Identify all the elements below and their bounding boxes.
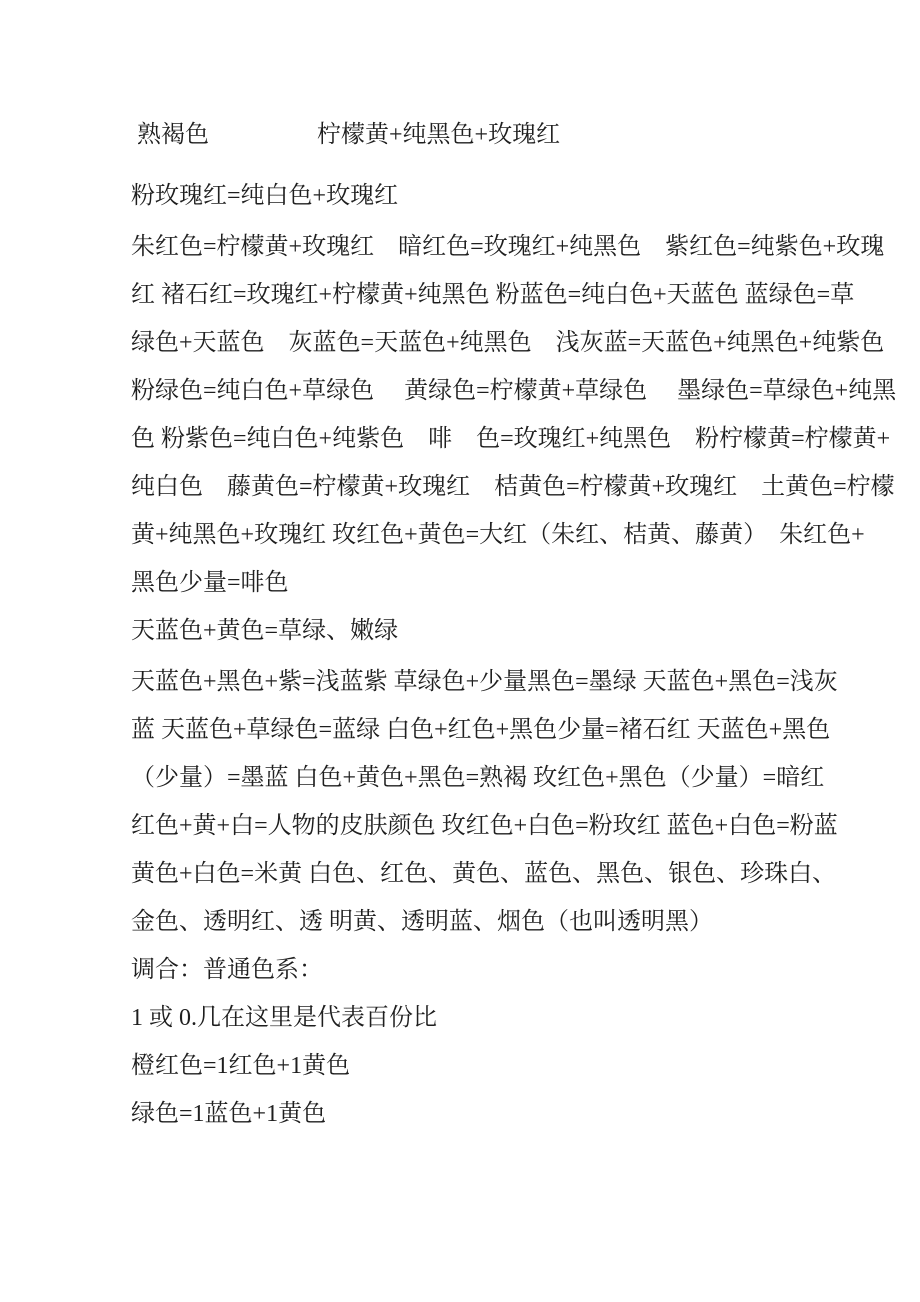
text-line: 橙红色=1红色+1黄色	[131, 1053, 351, 1079]
text-line: 纯白色 藤黄色=柠檬黄+玫瑰红 桔黄色=柠檬黄+玫瑰红 土黄色=柠檬	[131, 474, 895, 500]
paragraph-percent-note	[131, 994, 830, 1042]
text-line: 黄色+白色=米黄 白色、红色、黄色、蓝色、黑色、银色、珍珠白、	[131, 861, 837, 887]
document-content	[131, 111, 897, 1138]
text-line: 熟褐色 柠檬黄+纯黑色+玫瑰红	[131, 122, 561, 148]
text-line: （少量）=墨蓝 白色+黄色+黑色=熟褐 玫红色+黑色（少量）=暗红	[131, 765, 825, 791]
text-line: 粉玫瑰红=纯白色+玫瑰红	[131, 183, 399, 209]
text-line: 天蓝色+黄色=草绿、嫩绿	[131, 618, 399, 644]
text-line: 黄+纯黑色+玫瑰红 玫红色+黄色=大红（朱红、桔黄、藤黄） 朱红色+	[131, 522, 865, 548]
text-line: 色 粉紫色=纯白色+纯紫色 啡 色=玫瑰红+纯黑色 粉柠檬黄=柠檬黄+	[131, 426, 891, 452]
text-line: 绿色+天蓝色 灰蓝色=天蓝色+纯黑色 浅灰蓝=天蓝色+纯黑色+纯紫色	[131, 330, 885, 356]
text-line: 天蓝色+黑色+紫=浅蓝紫 草绿色+少量黑色=墨绿 天蓝色+黑色=浅灰	[131, 669, 838, 695]
text-line: 1 或 0.几在这里是代表百份比	[131, 1005, 437, 1031]
text-line: 粉绿色=纯白色+草绿色 黄绿色=柠檬黄+草绿色 墨绿色=草绿色+纯黑	[131, 378, 897, 404]
text-line: 调合：普通色系：	[131, 957, 323, 983]
text-line: 金色、透明红、透 明黄、透明蓝、烟色（也叫透明黑）	[131, 909, 713, 935]
text-line: 红 褚石红=玫瑰红+柠檬黄+纯黑色 粉蓝色=纯白色+天蓝色 蓝绿色=草	[131, 282, 855, 308]
paragraph-header-row	[131, 111, 830, 159]
paragraph-pink-rose	[131, 172, 830, 220]
paragraph-skyblue-yellow	[131, 607, 830, 655]
paragraph-mix-formulas	[131, 223, 897, 607]
text-line: 绿色=1蓝色+1黄色	[131, 1101, 327, 1127]
text-line: 红色+黄+白=人物的皮肤颜色 玫红色+白色=粉玫红 蓝色+白色=粉蓝	[131, 813, 838, 839]
text-line: 黑色少量=啡色	[131, 570, 289, 596]
paragraph-blend-heading	[131, 946, 830, 994]
paragraph-orange-red	[131, 1042, 830, 1090]
text-line: 蓝 天蓝色+草绿色=蓝绿 白色+红色+黑色少量=褚石红 天蓝色+黑色	[131, 717, 831, 743]
paragraph-more-formulas	[131, 658, 838, 946]
paragraph-green	[131, 1090, 830, 1138]
text-line: 朱红色=柠檬黄+玫瑰红 暗红色=玫瑰红+纯黑色 紫红色=纯紫色+玫瑰	[131, 234, 885, 260]
